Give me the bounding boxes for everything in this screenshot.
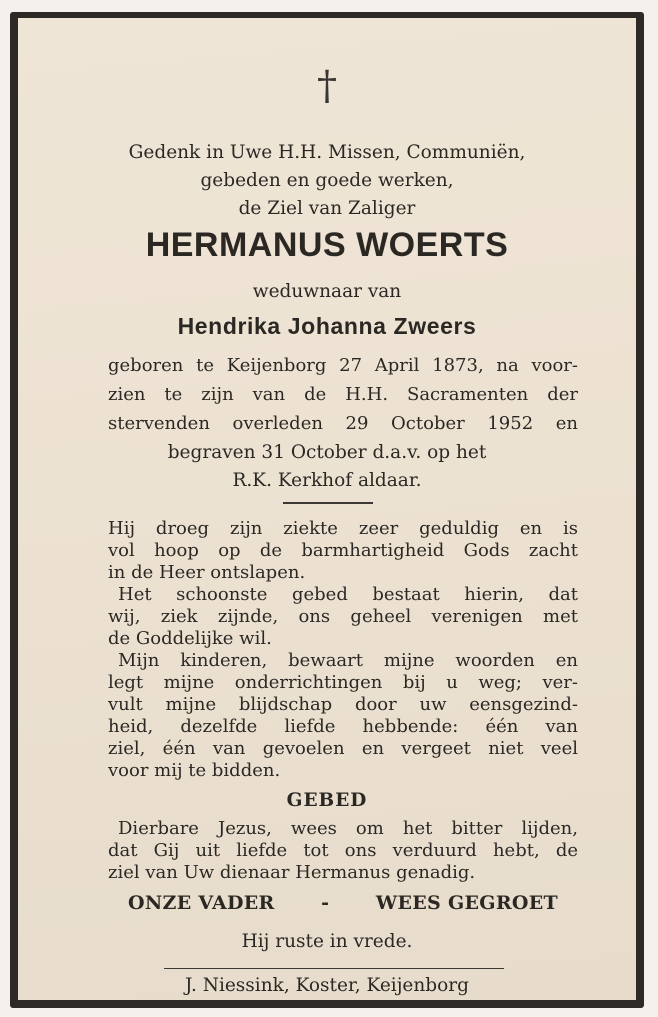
body-line: Het schoonste gebed bestaat hierin, dat <box>118 584 578 605</box>
bio-line: geboren te Keijenborg 27 April 1873, na voor- <box>108 355 578 376</box>
divider <box>283 502 373 504</box>
body-line: heid, dezelfde liefde hebbende: één van <box>108 716 578 737</box>
body-line: voor mij te bidden. <box>108 760 281 781</box>
bio-line: R.K. Kerkhof aldaar. <box>232 470 422 491</box>
closing-text: Hij ruste in vrede. <box>241 931 413 952</box>
intro-line: gebeden en goede werken, <box>200 170 454 191</box>
bio-line: stervenden overleden 29 October 1952 en <box>108 413 578 434</box>
prayer-hail-mary: WEES GEGROET <box>375 892 558 914</box>
body-line: in de Heer ontslapen. <box>108 562 306 583</box>
prayer-line: dat Gij uit liefde tot ons verduurd hebt, de <box>108 840 578 861</box>
spouse-name: Hendrika Johanna Zweers <box>177 313 477 339</box>
body-line: vult mijne blijdschap door uw eensgezind- <box>108 694 578 715</box>
intro-line: Gedenk in Uwe H.H. Missen, Communiën, <box>128 142 526 163</box>
relation-text: weduwnaar van <box>252 281 402 302</box>
body-line: legt mijne onderrichtingen bij u weg; ver- <box>108 672 578 693</box>
body-line: de Goddelijke wil. <box>108 628 272 649</box>
prayer-separator: - <box>321 892 330 914</box>
prayer-line: Dierbare Jezus, wees om het bitter lijden, <box>118 818 578 839</box>
deceased-name: HERMANUS WOERTS <box>145 226 509 264</box>
prayer-heading: GEBED <box>286 790 368 811</box>
body-line: Mijn kinderen, bewaart mijne woorden en <box>118 650 578 671</box>
body-line: vol hoop op de barmhartigheid Gods zacht <box>108 540 578 561</box>
cross-icon: † <box>317 63 337 109</box>
body-line: ziel, één van gevoelen en vergeet niet veel <box>108 738 578 759</box>
body-line: Hij droeg zijn ziekte zeer geduldig en is <box>108 518 578 539</box>
printer-credit: J. Niessink, Koster, Keijenborg <box>185 975 469 996</box>
bio-line: zien te zijn van de H.H. Sacramenten der <box>108 384 578 405</box>
body-line: wij, ziek zijnde, ons geheel verenigen met <box>108 606 578 627</box>
card-paper <box>18 18 636 1000</box>
prayers-row <box>128 892 558 914</box>
bio-line: begraven 31 October d.a.v. op het <box>167 442 487 463</box>
prayer-our-father: ONZE VADER <box>128 892 275 914</box>
divider <box>164 968 504 969</box>
prayer-line: ziel van Uw dienaar Hermanus genadig. <box>108 862 476 883</box>
memorial-card <box>10 12 644 1008</box>
intro-line: de Ziel van Zaliger <box>238 198 416 219</box>
